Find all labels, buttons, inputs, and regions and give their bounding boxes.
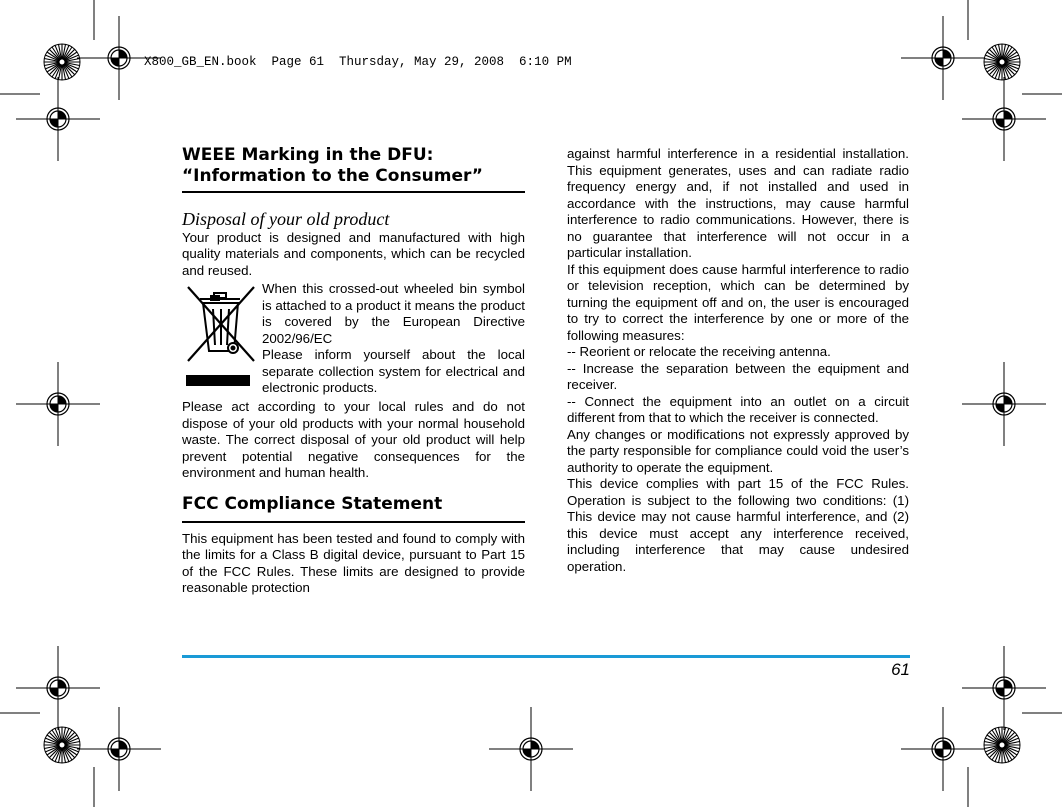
- bin-paragraph-2: Please inform yourself about the local separate collection system for electrical and electronic products.: [262, 347, 525, 395]
- measure-item: -- Reorient or relocate the receiving antenna.: [567, 344, 831, 359]
- registration-mark-icon: [901, 707, 985, 791]
- weee-bin-icon: [182, 281, 262, 397]
- starburst-target-icon: [984, 44, 1020, 80]
- measure-item: -- Connect the equipment into an outlet on a circuit different from that to which the receiver is connected.: [567, 393, 909, 425]
- weee-block: [182, 281, 525, 397]
- registration-mark-icon: [16, 362, 100, 446]
- right-column: [567, 146, 909, 575]
- fcc-paragraph-3: If this equipment does cause harmful interference to radio or television reception, which can be determined by turning the equipment off and on, the user is encouraged to try to correct the interference by one or more of the following measures:: [567, 261, 909, 343]
- registration-mark-icon: [16, 77, 100, 161]
- registration-mark-icon: [901, 16, 985, 100]
- registration-mark-icon: [962, 77, 1046, 161]
- print-header: X800_GB_EN.book Page 61 Thursday, May 29, 2008 6:10 PM: [144, 55, 572, 69]
- fcc-title: FCC Compliance Statement: [182, 493, 443, 514]
- weee-title: [182, 145, 525, 187]
- footer-rule: [182, 655, 910, 658]
- measure-item: -- Increase the separation between the equipment and receiver.: [567, 360, 909, 392]
- fcc-paragraph-4: Any changes or modifications not expressly approved by the party responsible for compliance could void the user’s authority to operate the equipment.: [567, 426, 909, 475]
- weee-title-line2: “Information to the Consumer”: [182, 166, 483, 186]
- weee-text: [262, 281, 525, 397]
- disposal-subtitle: Disposal of your old product: [182, 209, 390, 229]
- starburst-target-icon: [44, 44, 80, 80]
- registration-mark-icon: [962, 646, 1046, 730]
- fcc-paragraph-5: This device complies with part 15 of the FCC Rules. Operation is subject to the following two conditions: (1) This device may not cause harmful interference, and (2) this device must accept any interference received, including interference that may cause undesired operation.: [567, 476, 909, 574]
- bin-paragraph-1: When this crossed-out wheeled bin symbol is attached to a product it means the product is covered by the European Directive 2002/96/EC: [262, 281, 525, 346]
- registration-mark-icon: [489, 707, 573, 791]
- registration-mark-icon: [77, 707, 161, 791]
- page-number: 61: [891, 660, 910, 679]
- registration-mark-icon: [16, 646, 100, 730]
- left-column: [182, 145, 525, 597]
- starburst-target-icon: [984, 727, 1020, 763]
- starburst-target-icon: [44, 727, 80, 763]
- section-rule: [182, 191, 525, 193]
- fcc-paragraph-2: against harmful interference in a residential installation. This equipment generates, uses and can radiate radio frequency energy and, if not installed and used in accordance with the instructions, may cause harmful interference to radio communications. However, there is no guarantee that interference will not occur in a particular installation.: [567, 146, 909, 260]
- registration-mark-icon: [962, 362, 1046, 446]
- section-rule: [182, 521, 525, 523]
- intro-paragraph: Your product is designed and manufactured with high quality materials and components, which can be recycled and reused.: [182, 229, 525, 278]
- fcc-paragraph-1: This equipment has been tested and found to comply with the limits for a Class B digital device, pursuant to Part 15 of the FCC Rules. These limits are designed to provide reasonable protection: [182, 530, 525, 595]
- weee-title-line1: WEEE Marking in the DFU:: [182, 145, 434, 165]
- disposal-paragraph: Please act according to your local rules and do not dispose of your old products with your normal household waste. The correct disposal of your old product will help prevent potential negative consequences for the environment and human health.: [182, 399, 525, 480]
